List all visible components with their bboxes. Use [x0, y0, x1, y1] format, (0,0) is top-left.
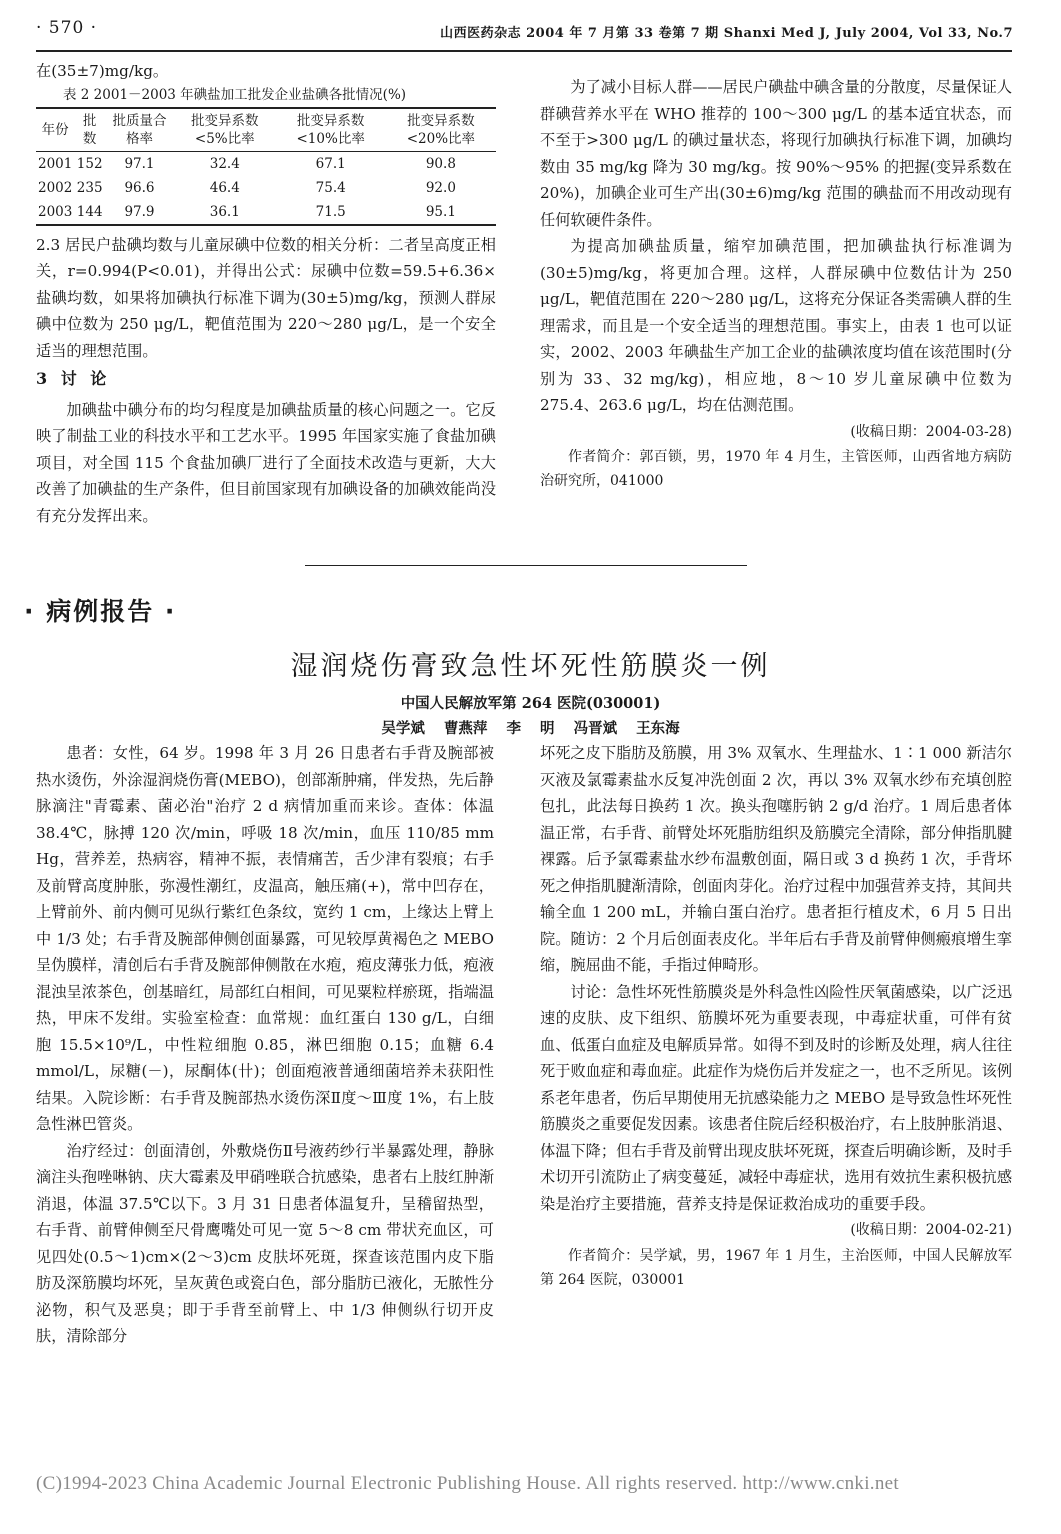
table-cell: 144	[76, 203, 103, 220]
paragraph-2-3: 2.3 居民户盐碘均数与儿童尿碘中位数的相关分析：二者呈高度正相关，r=0.994(P<0.01)，并得出公式：尿碘中位数=59.5+6.36×盐碘均数，如果将加碘执行标准下调为(30±5)mg/kg，预测人群尿碘中位数为 250 μg/L，靶值范围为 220～280 μg/L，是一个安全适当的理想范围。	[36, 235, 496, 360]
table-cell: 46.4	[209, 179, 240, 196]
paragraph: 为提高加碘盐质量，缩窄加碘范围，把加碘盐执行标准调为(30±5)mg/kg，将更加合理。这样，人群尿碘中位数估计为 250 μg/L，靶值范围在 220～280 μg/L，这将充分保证各类需碘人群的生理需求，而且是一个安全适当的理想范围。事实上，由表 1 也可以证实，2002、2003 年碘盐生产加工企业的盐碘浓度均值在该范围时(分别为 33、32 mg/kg)，相应地，8～10 岁儿童尿碘中位数为 275.4、263.6 μg/L，均在估测范围。	[540, 237, 1012, 414]
table-cell: 2003	[38, 203, 73, 220]
table-cell: 152	[76, 155, 103, 172]
case-paragraph: 患者：女性，64 岁。1998 年 3 月 26 日患者右手背及腕部被热水烫伤，外涂湿润烧伤膏(MEBO)，创部渐肿痛，伴发热，先后静脉滴注"青霉素、菌必治"治疗 2 d 病情加重而来诊。查体：体温 38.4℃，脉搏 120 次/min，呼吸 18 次/min，血压 110/85 mm Hg，营养差，热病容，精神不振，表情痛苦，舌少津有裂痕；右手及前臂高度肿胀，弥漫性潮红，皮温高，触压痛(+)，常中凹存在，上臂前外、前内侧可见纵行紫红色条纹，宽约 1 cm，上缘达上臂上中 1/3 处；右手背及腕部伸侧创面暴露，可见较厚黄褐色之 MEBO 呈伪膜样，清创后右手背及腕部伸侧散在水疱，疱皮薄张力低，疱液混浊呈浓茶色，创基暗红，局部红白相间，可见粟粒样瘀斑，指端温热，甲床不发绀。实验室检查：血常规：血红蛋白 130 g/L，白细胞 15.5×10⁹/L，中性粒细胞 0.85，淋巴细胞 0.15；血糖 6.4 mmol/L，尿糖(－)，尿酮体(卄)；创面疱液普通细菌培养未获阳性结果。入院诊断：右手背及腕部热水烫伤深Ⅱ度～Ⅲ度 1%，右上肢急性淋巴管炎。	[36, 744, 494, 1133]
table-cell: 71.5	[315, 203, 346, 220]
table-cell: 97.1	[124, 155, 155, 172]
paragraph: 为了减小目标人群——居民户碘盐中碘含量的分散度，尽量保证人群碘营养水平在 WHO 推荐的 100～300 μg/L 的基本适宜状态，而不至于>300 μg/L 的碘过量状态，将现行加碘执行标准下调，加碘均数由 35 mg/kg 降为 30 mg/kg。按 90%～95% 的把握(变异系数在 20%)，加碘企业可生产出(30±6)mg/kg 范围的碘盐而不用改动现有任何软硬件条件。	[540, 78, 1012, 229]
copyright-footer: (C)1994-2023 China Academic Journal Electronic Publishing House. All rights reserved. http://www.cnki.net	[36, 1473, 899, 1494]
table-row	[36, 176, 496, 200]
treatment-paragraph: 治疗经过：创面清创，外敷烧伤Ⅱ号液药纱行半暴露处理，静脉滴注头孢唑啉钠、庆大霉素及甲硝唑联合抗感染，患者右上肢红肿渐消退，体温 37.5℃以下。3 月 31 日患者体温复升，呈稽留热型，右手背、前臂伸侧至尺骨鹰嘴处可见一宽 5～8 cm 带状充血区，可见四处(0.5～1)cm×(2～3)cm 皮肤坏死斑，探查该范围内皮下脂肪及深筋膜均坏死，呈灰黄色或瓷白色，部分脂肪已液化，无脓性分泌物，积气及恶臭；即于手背至前臂上、中 1/3 伸侧纵行切开皮肤，清除部分	[36, 1141, 494, 1345]
table-cell: 97.9	[124, 203, 155, 220]
author-note: 作者简介：郭百锁，男，1970 年 4 月生，主管医师，山西省地方病防治研究所，041000	[540, 449, 1012, 489]
table-cell: 235	[76, 179, 103, 196]
th-year: 年份	[41, 121, 69, 138]
case-left-column	[36, 740, 494, 1350]
journal-header: 山西医药杂志 2004 年 7 月第 33 卷第 7 期 Shanxi Med J, July 2004, Vol 33, No.7	[440, 26, 1013, 41]
iodine-table	[36, 107, 496, 226]
article-title: 湿润烧伤膏致急性坏死性筋膜炎一例	[290, 651, 771, 682]
author-list: 吴学斌 曹燕萍 李 明 冯晋斌 王东海	[381, 720, 680, 737]
intro-line: 在(35±7)mg/kg。	[36, 62, 169, 80]
table-row	[36, 200, 496, 225]
th-cv5: 批变异系数<5%比率	[191, 112, 259, 147]
received-date: (收稿日期：2004-02-21)	[850, 1222, 1012, 1238]
table-cell: 36.1	[209, 203, 240, 220]
case-right-column	[540, 740, 1012, 1292]
table-header-row	[36, 108, 496, 152]
discussion-paragraph: 讨论：急性坏死性筋膜炎是外科急性凶险性厌氧菌感染，以广泛迅速的皮肤、皮下组织、筋膜坏死为重要表现，中毒症状重，可伴有贫血、低蛋白血症及电解质异常。如得不到及时的诊断及处理，病人往往死于败血症和毒血症。此症作为烧伤后并发症之一，也不乏所见。该例系老年患者，伤后早期使用无抗感染能力之 MEBO 是导致急性坏死性筋膜炎之重要促发因素。该患者住院后经积极治疗，右上肢肿胀消退、体温下降；但右手背及前臂出现皮肤坏死斑，探查后明确诊断，及时手术切开引流防止了病变蔓延，减轻中毒症状，选用有效抗生素积极抗感染是治疗主要措施，营养支持是保证救治成功的重要手段。	[540, 982, 1012, 1213]
th-cv20: 批变异系数<20%比率	[406, 112, 476, 147]
case-paragraph: 坏死之皮下脂肪及筋膜，用 3% 双氧水、生理盐水、1∶1 000 新洁尔灭液及氯霉素盐水反复冲洗创面 2 次，再以 3% 双氧水纱布充填创腔包扎，此法每日换药 1 次。换头孢噻肟钠 2 g/d 治疗。1 周后患者体温正常，右手背、前臂处坏死脂肪组织及筋膜完全清除，部分伸指肌腱裸露。后予氯霉素盐水纱布温敷创面，隔日或 3 d 换药 1 次，手背坏死之伸指肌腱渐清除，创面肉芽化。治疗过程中加强营养支持，其间共输全血 1 200 mL，并输白蛋白治疗。患者拒行植皮术，6 月 5 日出院。随访：2 个月后创面表皮化。半年后右手背及前臂伸侧瘢痕增生挛缩，腕屈曲不能，手指过伸畸形。	[540, 744, 1012, 974]
table-cell: 75.4	[315, 179, 346, 196]
author-note: 作者简介：吴学斌，男，1967 年 1 月生，主治医师，中国人民解放军第 264 医院，030001	[540, 1247, 1012, 1288]
discussion-paragraph: 加碘盐中碘分布的均匀程度是加碘盐质量的核心问题之一。它反映了制盐工业的科技水平和工艺水平。1995 年国家实施了食盐加碘项目，对全国 115 个食盐加碘厂进行了全面技术改造与更新，大大改善了加碘盐的生产条件，但目前国家现有加碘设备的加碘效能尚没有充分发挥出来。	[36, 400, 496, 525]
th-batches: 批数	[82, 112, 97, 147]
section-label: · 病例报告 ·	[24, 597, 177, 626]
section-3-heading: 3 讨 论	[36, 369, 111, 388]
table-row	[36, 151, 496, 176]
page-number: · 570 ·	[36, 18, 98, 38]
table-cell: 95.1	[425, 203, 456, 220]
table-cell: 90.8	[425, 155, 456, 172]
affiliation: 中国人民解放军第 264 医院(030001)	[400, 695, 661, 712]
table-caption: 表 2 2001－2003 年碘盐加工批发企业盐碘各批情况(%)	[63, 86, 407, 103]
table-cell: 67.1	[315, 155, 346, 172]
table-cell: 2002	[38, 179, 73, 196]
th-quality: 批质量合格率	[112, 112, 167, 147]
received-date: (收稿日期：2004-03-28)	[850, 423, 1012, 440]
article-divider	[305, 565, 747, 566]
table-cell: 96.6	[124, 179, 155, 196]
th-cv10: 批变异系数<10%比率	[296, 112, 365, 147]
top-right-column	[540, 74, 1012, 493]
table-cell: 32.4	[209, 155, 240, 172]
top-left-column	[36, 58, 496, 529]
table-cell: 92.0	[425, 179, 456, 196]
header-rule	[36, 50, 1012, 52]
table-cell: 2001	[38, 155, 73, 172]
